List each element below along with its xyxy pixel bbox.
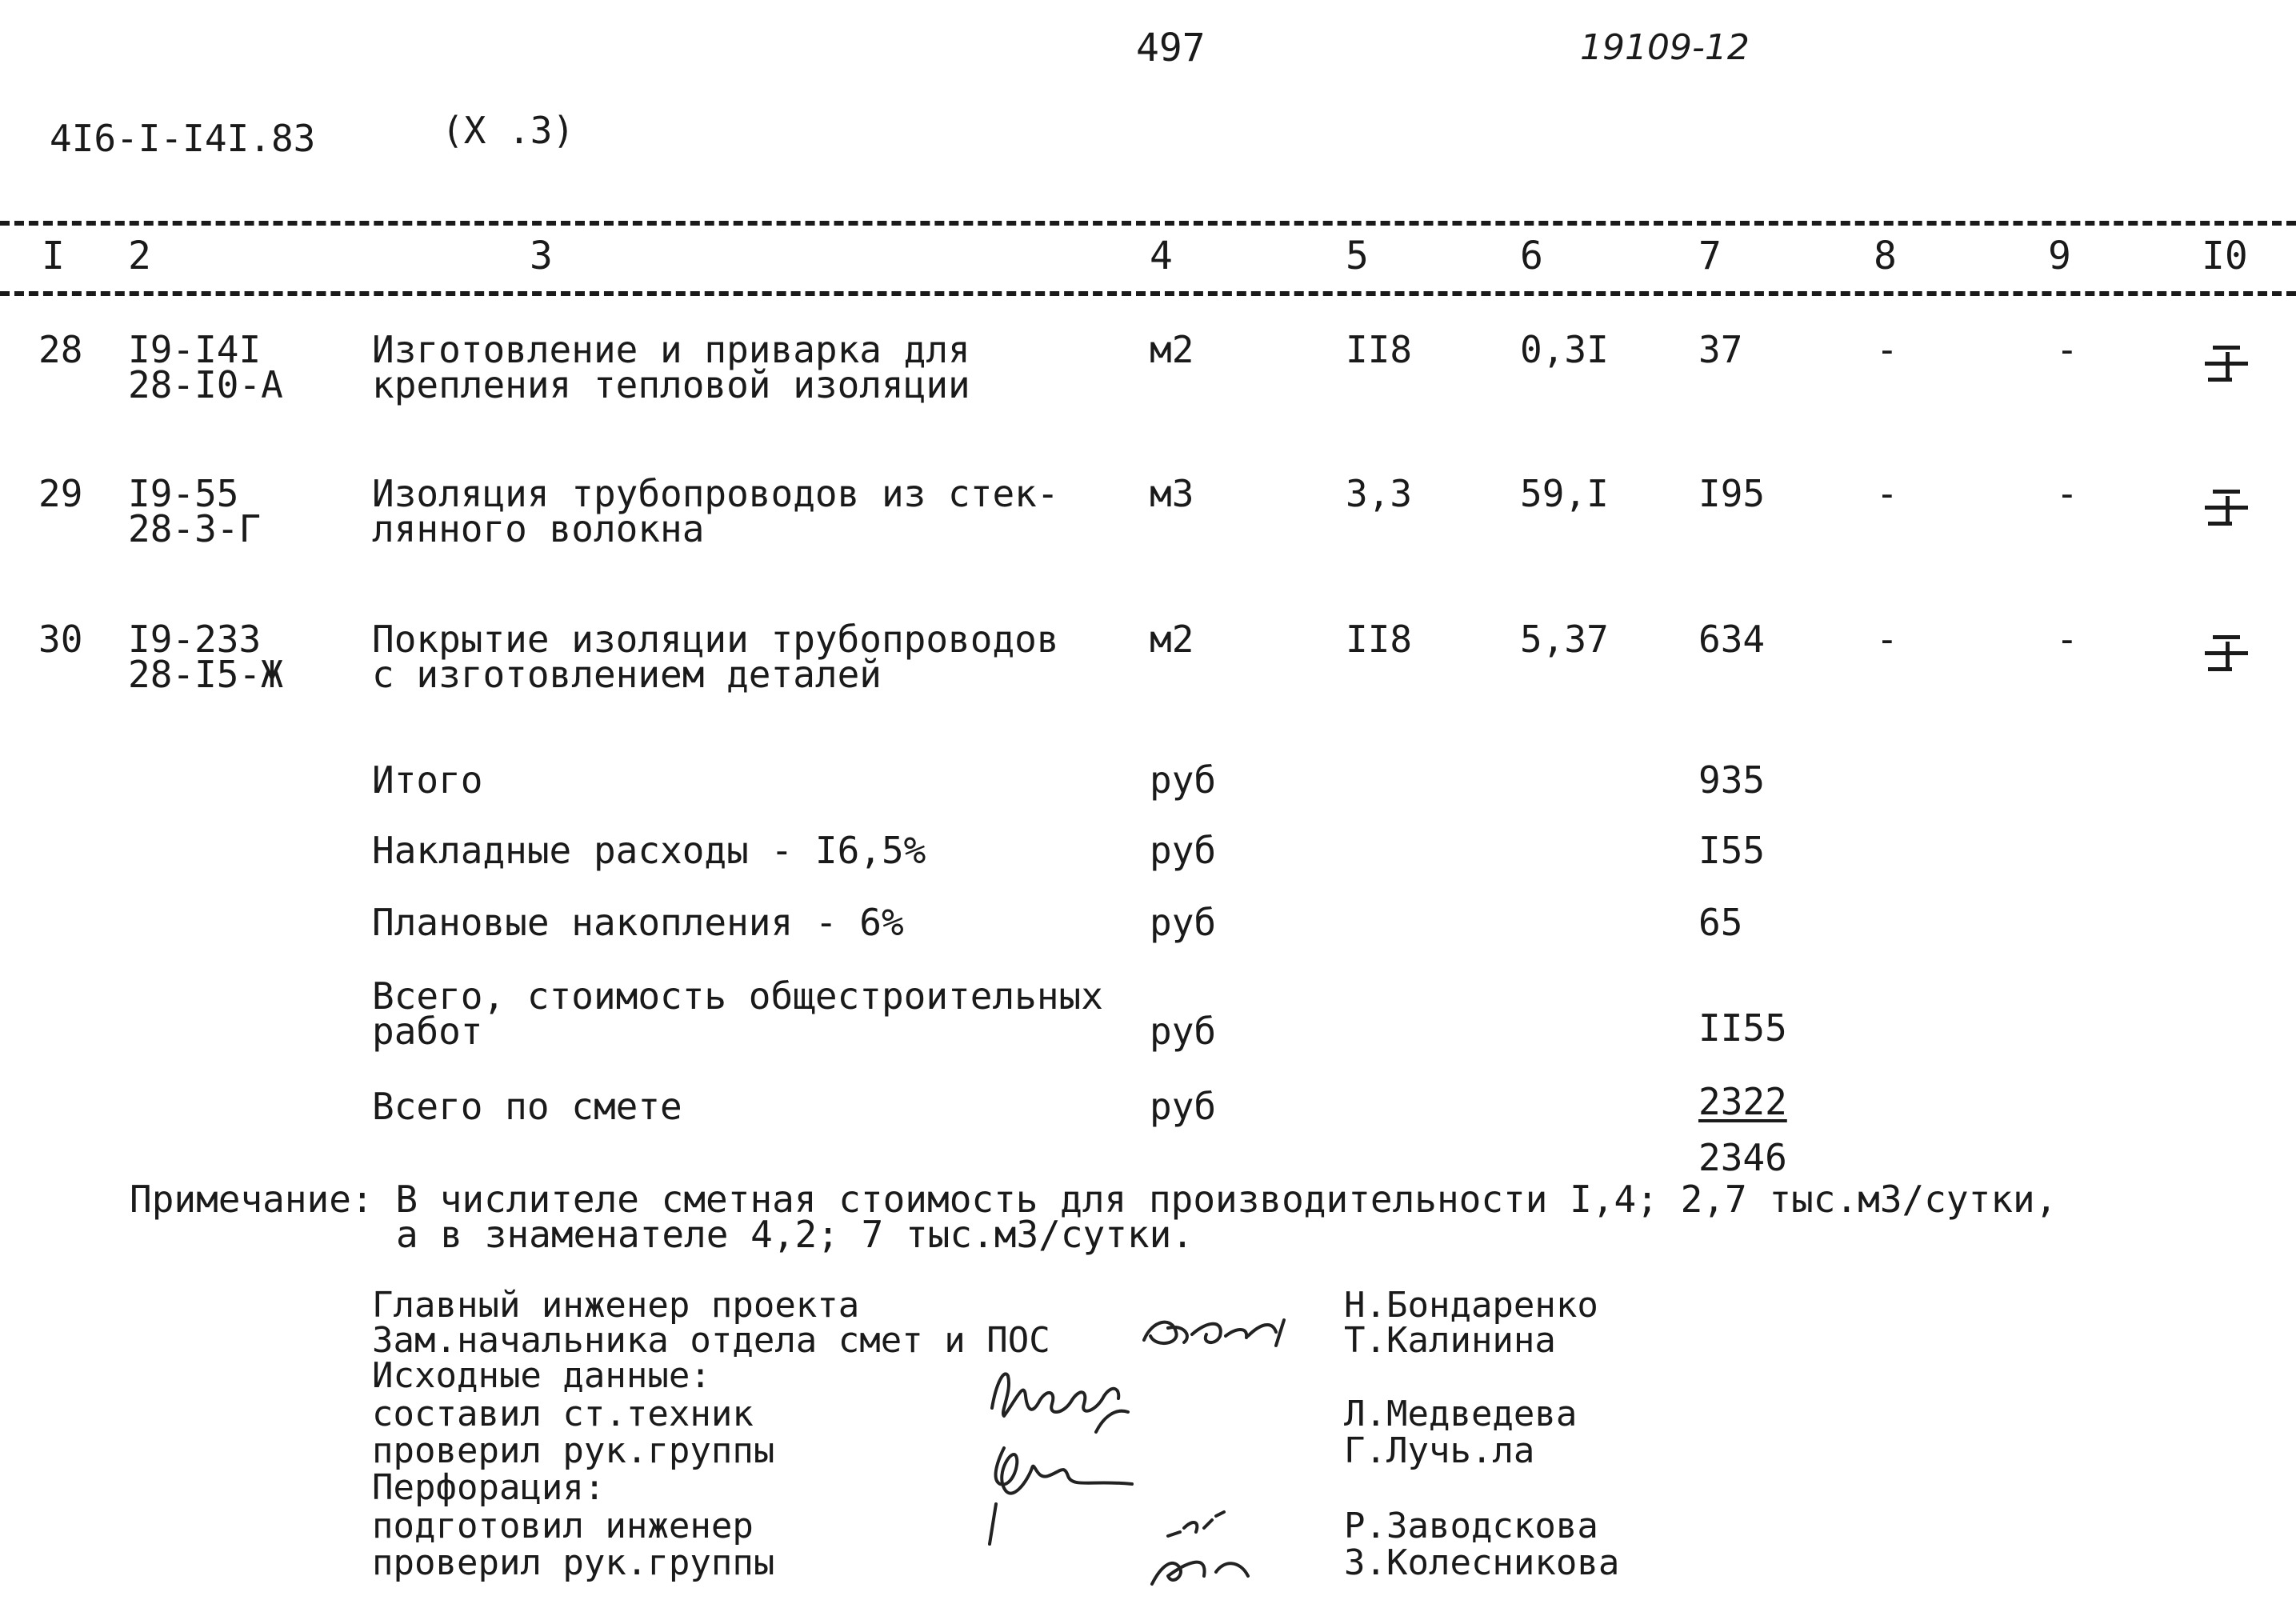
estimate-total-denominator: 2346 xyxy=(1698,1136,1787,1179)
col8-value: - xyxy=(1876,618,1898,661)
construction-total-value: II55 xyxy=(1698,1006,1787,1050)
signatory-role: Зам.начальника отдела смет и ПОС xyxy=(372,1320,1050,1361)
estimate-total-numerator: 2322 xyxy=(1698,1080,1787,1123)
unit: м2 xyxy=(1150,618,1194,661)
header-top-rule xyxy=(0,221,2296,226)
total-value: 935 xyxy=(1698,758,1766,802)
col8-value: - xyxy=(1876,472,1898,515)
work-description: Изготовление и приварка для xyxy=(372,328,970,371)
note-line: а в знаменателе 4,2; 7 тыс.м3/сутки. xyxy=(396,1213,1194,1256)
signatory-name: Г.Лучь.ла xyxy=(1344,1430,1535,1471)
price-code: 28-I0-A xyxy=(128,363,283,406)
note-line: Примечание: В числителе сметная стоимость для производительности I,4; 2,7 тыс.м3/сутки, xyxy=(130,1178,2058,1221)
total-unit: руб xyxy=(1150,758,1217,802)
unit-price: 59,I xyxy=(1520,472,1609,515)
column-header: 6 xyxy=(1520,234,1543,278)
signatory-role: Главный инженер проекта xyxy=(372,1285,860,1326)
signatory-name: З.Колесникова xyxy=(1344,1542,1620,1583)
handwritten-signature-icon xyxy=(1136,1296,1320,1360)
row-number: 30 xyxy=(38,618,83,661)
total-cost: 634 xyxy=(1698,618,1766,661)
column-header: 3 xyxy=(530,234,553,278)
column-header: 2 xyxy=(128,234,151,278)
signatory-role: проверил рук.группы xyxy=(372,1542,775,1583)
norm-code: I9-I4I xyxy=(128,328,262,371)
unit-price: 0,3I xyxy=(1520,328,1609,371)
row-number: 28 xyxy=(38,328,83,371)
unit: м3 xyxy=(1150,472,1194,515)
sheet-reference: (X .3) xyxy=(442,109,575,152)
planned-savings-value: 65 xyxy=(1698,901,1743,944)
total-label: Итого xyxy=(372,758,483,802)
norm-code: I9-55 xyxy=(128,472,239,515)
construction-total-unit: руб xyxy=(1150,1010,1217,1053)
signatory-role: составил ст.техник xyxy=(372,1394,754,1434)
section-heading: Исходные данные: xyxy=(372,1355,711,1396)
quantity: II8 xyxy=(1346,328,1413,371)
column-header: 5 xyxy=(1346,234,1369,278)
unit-price: 5,37 xyxy=(1520,618,1609,661)
signatory-role: проверил рук.группы xyxy=(372,1430,775,1471)
signatory-name: Т.Калинина xyxy=(1344,1320,1556,1361)
work-description: Покрытие изоляции трубопроводов xyxy=(372,618,1059,661)
planned-savings-unit: руб xyxy=(1150,901,1217,944)
document-code: 19109-12 xyxy=(1580,27,1750,68)
handwritten-signature-icon xyxy=(1136,1496,1296,1600)
quantity: II8 xyxy=(1346,618,1413,661)
norm-code: I9-233 xyxy=(128,618,262,661)
section-heading: Перфорация: xyxy=(372,1467,606,1508)
col8-value: - xyxy=(1876,328,1898,371)
column-header: I xyxy=(42,234,65,278)
work-description: лянного волокна xyxy=(372,507,705,550)
overhead-label: Накладные расходы - I6,5% xyxy=(372,829,926,872)
column-header: 8 xyxy=(1874,234,1897,278)
quantity: 3,3 xyxy=(1346,472,1413,515)
estimate-total-unit: руб xyxy=(1150,1085,1217,1128)
column-header: I0 xyxy=(2202,234,2248,278)
price-code: 28-3-Г xyxy=(128,507,262,550)
total-cost: I95 xyxy=(1698,472,1766,515)
overhead-value: I55 xyxy=(1698,829,1766,872)
header-bottom-rule xyxy=(0,291,2296,296)
signatory-name: Н.Бондаренко xyxy=(1344,1285,1598,1326)
signatory-name: Р.Заводскова xyxy=(1344,1506,1598,1546)
row-number: 29 xyxy=(38,472,83,515)
col9-value: - xyxy=(2056,328,2078,371)
planned-savings-label: Плановые накопления - 6% xyxy=(372,901,904,944)
column-header: 4 xyxy=(1150,234,1173,278)
construction-total-label: Всего, стоимость общестроительных xyxy=(372,974,1103,1018)
total-cost: 37 xyxy=(1698,328,1743,371)
project-code: 4I6-I-I4I.83 xyxy=(50,117,316,160)
price-code: 28-I5-Ж xyxy=(128,653,283,696)
handwritten-signature-icon xyxy=(972,1432,1148,1552)
page-number: 497 xyxy=(1136,26,1206,70)
work-description: Изоляция трубопроводов из стек- xyxy=(372,472,1059,515)
column-header: 7 xyxy=(1698,234,1722,278)
work-description: с изготовлением деталей xyxy=(372,653,882,696)
construction-total-label: работ xyxy=(372,1010,483,1053)
unit: м2 xyxy=(1150,328,1194,371)
column-header: 9 xyxy=(2048,234,2071,278)
overhead-unit: руб xyxy=(1150,829,1217,872)
signatory-name: Л.Медведева xyxy=(1344,1394,1578,1434)
col9-value: - xyxy=(2056,618,2078,661)
work-description: крепления тепловой изоляции xyxy=(372,363,970,406)
estimate-total-label: Всего по смете xyxy=(372,1085,682,1128)
signatory-role: подготовил инженер xyxy=(372,1506,754,1546)
col9-value: - xyxy=(2056,472,2078,515)
